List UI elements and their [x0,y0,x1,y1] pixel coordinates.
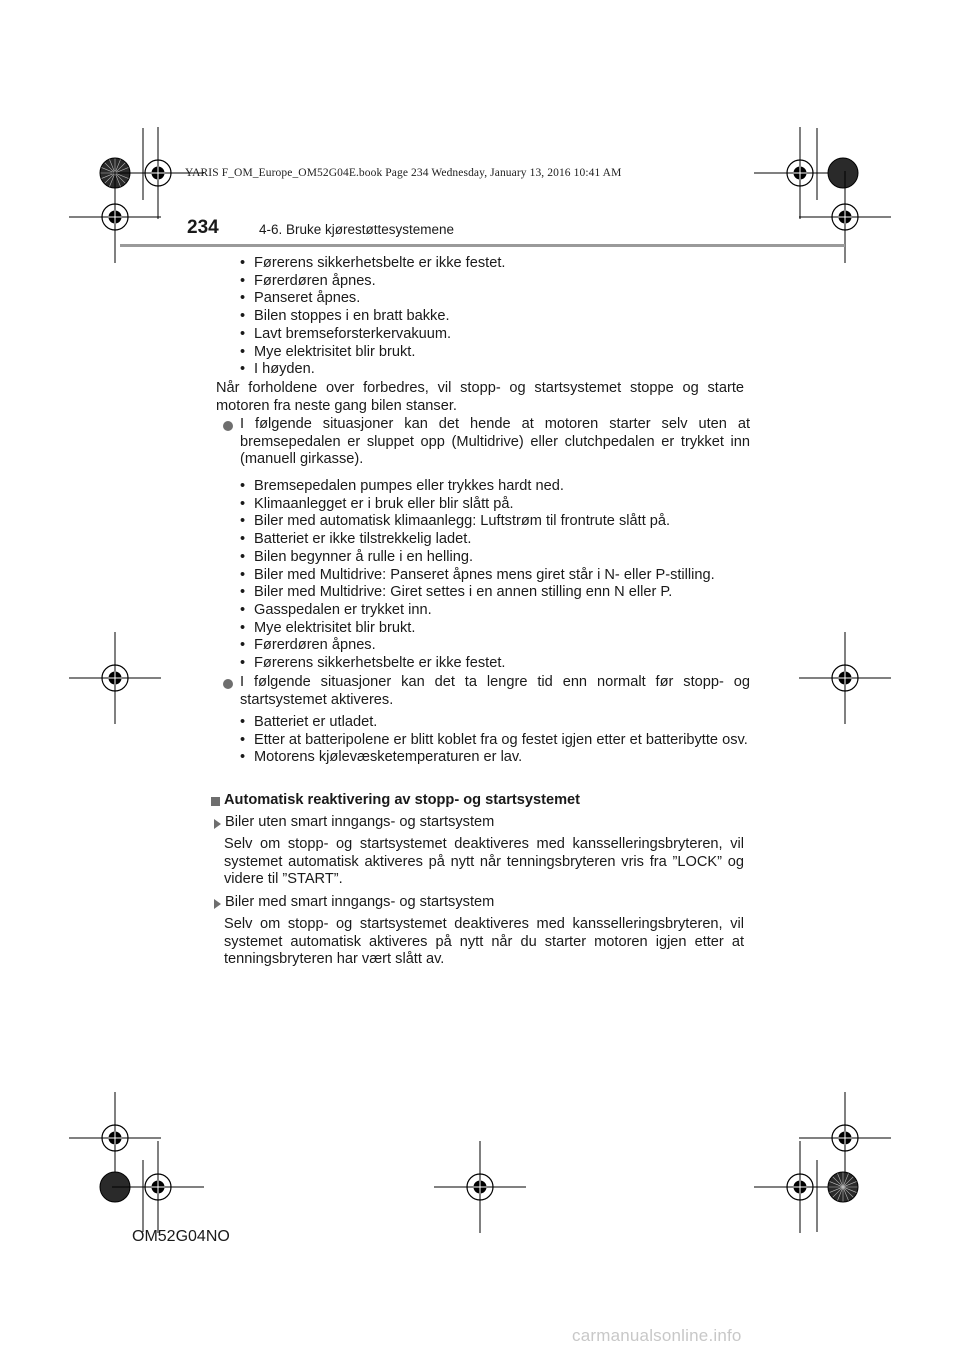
subsection-body: Selv om stopp- og startsystemet deaktiveres med kansselleringsbryteren, vil systemet automatisk aktiveres på nytt når du starter motoren igjen etter at tenningsbryteren har vært slått av. [224,916,744,968]
document-code: OM52G04NO [132,1228,230,1245]
circle-bullet-icon [223,679,233,689]
section-title: 4-6. Bruke kjørestøttesystemene [259,222,455,237]
triangle-bullet-icon [214,819,221,829]
list-item: • Bilen begynner å rulle i en helling. [240,548,474,565]
list-item: • Gasspedalen er trykket inn. [240,601,432,618]
list-item: • Batteriet er ikke tilstrekkelig ladet. [240,531,472,548]
book-file-info: YARIS F_OM_Europe_OM52G04E.book Page 234 Wednesday, January 13, 2016 10:41 AM [185,167,622,179]
list-item: • Panseret åpnes. [240,290,361,307]
subsection-title: Biler uten smart inngangs- og startsystem [225,814,495,830]
conditions-paragraph: Når forholdene over forbedres, vil stopp- og startsystemet stoppe og starte motoren fra neste gang bilen stanser. [216,380,744,414]
square-bullet-icon [211,797,220,806]
list-item: • Batteriet er utladet. [240,714,378,730]
list-item: • Førerens sikkerhetsbelte er ikke festet. [240,655,506,672]
reactivation-heading: Automatisk reaktivering av stopp- og startsystemet [224,792,581,808]
condition-list [240,255,505,379]
list-item: • Etter at batteripolene er blitt koblet fra og festet igjen etter et batteribytte osv. [240,731,748,748]
list-item: • Førerdøren åpnes. [240,637,376,654]
restart-condition-list [240,478,715,673]
subsection-body: Selv om stopp- og startsystemet deaktiveres med kansselleringsbryteren, vil systemet automatisk aktiveres på nytt når tenningsbryteren vris fra ”LOCK” og videre til ”START”. [224,836,744,888]
page-number: 234 [187,217,219,238]
note-paragraph: I følgende situasjoner kan det ta lengre tid enn normalt før stopp- og startsystemet aktiveres. [240,674,750,708]
list-item: • Førerdøren åpnes. [240,272,376,289]
list-item: • Bremsepedalen pumpes eller trykkes hardt ned. [240,478,564,494]
list-item: • Førerens sikkerhetsbelte er ikke festet. [240,255,506,271]
list-item: • Klimaanlegget er i bruk eller blir slått på. [240,495,514,512]
note-paragraph: I følgende situasjoner kan det hende at motoren starter selv uten at bremsepedalen er sluppet opp (Multidrive) eller clutchpedalen er trykket inn (manuell girkasse). [240,416,750,468]
list-item: • Mye elektrisitet blir brukt. [240,343,416,360]
list-item: • Bilen stoppes i en bratt bakke. [240,308,450,325]
list-item: • Biler med Multidrive: Giret settes i en annen stilling enn N eller P. [240,584,673,601]
subsection-title: Biler med smart inngangs- og startsystem [225,894,495,910]
list-item: • Lavt bremseforsterkervakuum. [240,325,452,342]
list-item: • Mye elektrisitet blir brukt. [240,619,416,636]
triangle-bullet-icon [214,899,221,909]
list-item: • I høyden. [240,361,315,378]
list-item: • Biler med automatisk klimaanlegg: Luftstrøm til frontrute slått på. [240,513,671,530]
delay-condition-list [240,714,754,767]
circle-bullet-icon [223,421,233,431]
list-item: • Biler med Multidrive: Panseret åpnes mens giret står i N- eller P-stilling. [240,566,715,583]
watermark: carmanualsonline.info [572,1326,742,1345]
header-rule [120,244,845,247]
list-item: • Motorens kjølevæsketemperaturen er lav. [240,749,523,766]
